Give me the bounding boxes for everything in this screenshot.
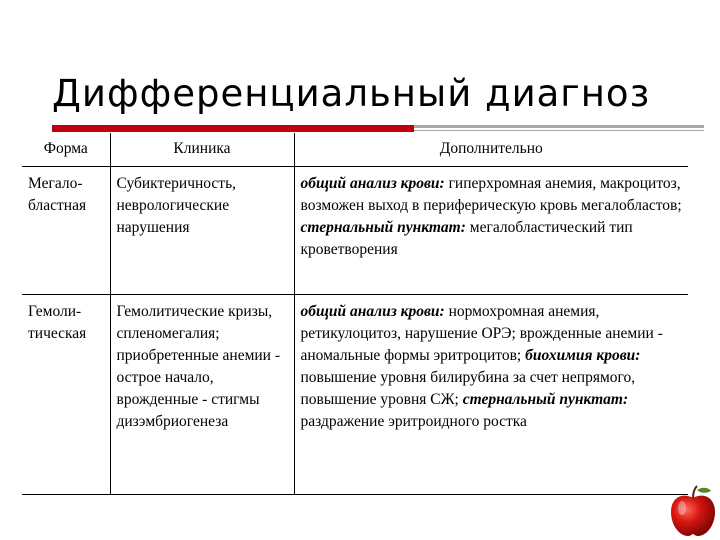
extra-label: стернальный пунктат:	[300, 219, 466, 236]
table-row	[22, 167, 688, 295]
extra-text: повышение уровня билирубина за счет непрямого, повышение уровня СЖ;	[300, 369, 636, 408]
extra-text: гиперхромная анемия, макроцитоз, возможен выход в периферическую кровь мегалобластов;	[300, 175, 682, 214]
extra-label: стернальный пунктат:	[462, 391, 629, 408]
table-row	[22, 295, 688, 495]
extra-text: мегалобластический тип кроветворения	[300, 219, 633, 258]
title-underline-accent	[52, 125, 414, 132]
cell-extra	[294, 295, 688, 495]
cell-clinic: Гемолитические кризы, спленомегалия; приобретенные анемии - острое начало, врожденные - стигмы дизэмбриогенеза	[110, 295, 294, 495]
differential-diagnosis-table	[22, 133, 688, 495]
table-header-row	[22, 133, 688, 167]
column-header-extra: Дополнительно	[294, 133, 688, 167]
title-underline-gray-thin	[414, 130, 704, 131]
title-underline-gray	[414, 125, 704, 128]
column-header-form: Форма	[22, 133, 110, 167]
form-label: Мегало-бластная	[28, 175, 87, 214]
apple-icon	[668, 484, 718, 538]
cell-clinic: Субиктеричность, неврологические нарушения	[110, 167, 294, 295]
cell-extra	[294, 167, 688, 295]
column-header-clinic: Клиника	[110, 133, 294, 167]
form-label: Гемоли-тическая	[28, 303, 87, 342]
cell-form	[22, 295, 110, 495]
extra-label: общий анализ крови:	[300, 175, 445, 192]
page-title: Дифференциальный диагноз	[52, 72, 651, 115]
extra-text: нормохромная анемия, ретикулоцитоз, нарушение ОРЭ; врожденные анемии - аномальные формы эритроцитов;	[300, 303, 663, 364]
extra-label: биохимия крови:	[525, 347, 641, 364]
extra-label: общий анализ крови:	[300, 303, 445, 320]
extra-text: раздражение эритроидного ростка	[300, 413, 527, 430]
cell-form	[22, 167, 110, 295]
